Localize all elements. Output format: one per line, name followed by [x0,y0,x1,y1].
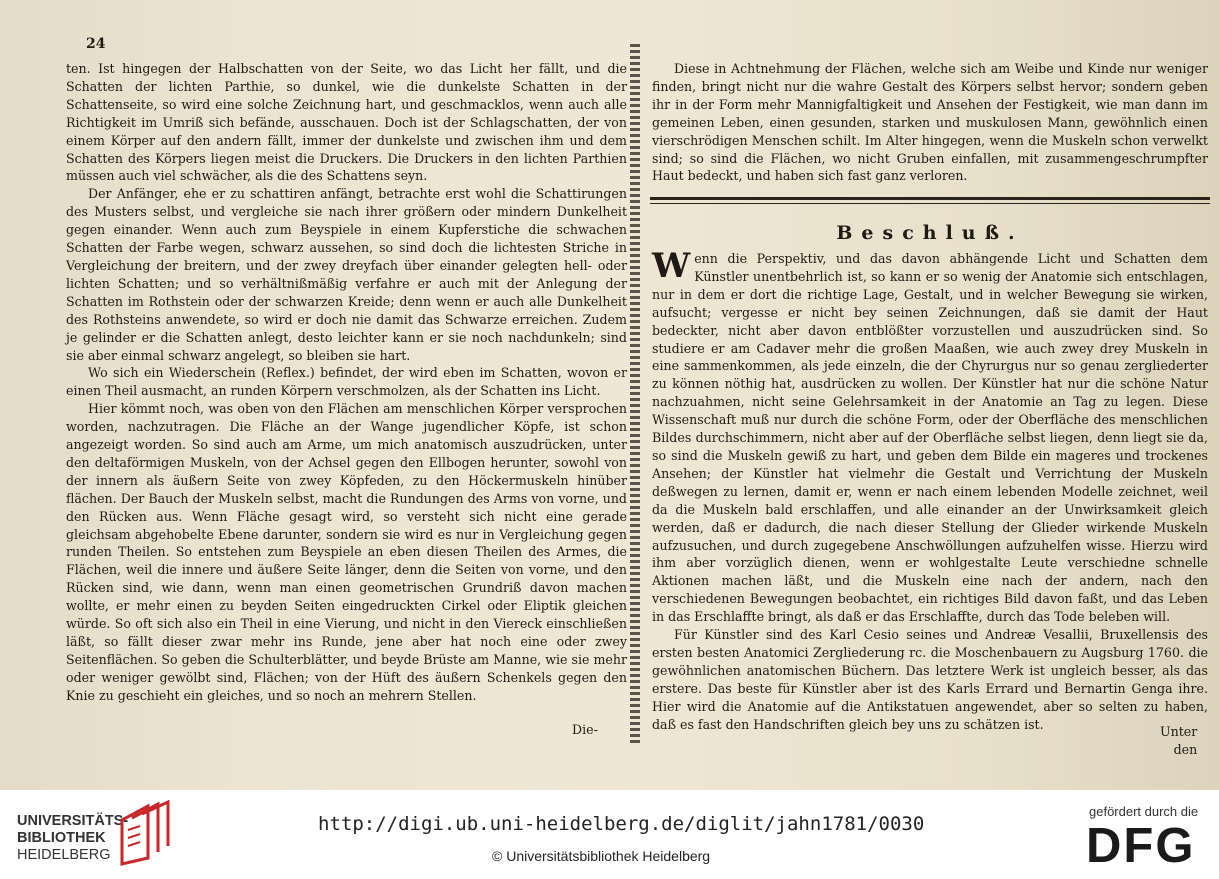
section-rule-thick [650,197,1210,200]
right-catchword [1160,723,1197,759]
left-catchword: Die- [572,722,598,737]
university-library-logo[interactable] [17,813,128,864]
left-paragraph-2: Der Anfänger, ehe er zu schattiren anfängt, betrachte erst wohl die Schattirungen des Musters selbst, und vergleiche sie nach ihrer größern oder mindern Dunkelheit gegen einander. Wenn auch zum Beyspiele in einem Kupferstiche die schwachen Schatten der Farbe wegen, schwarz aussehen, so sind doch die lichtesten Striche in Vergleichung der breitern, und der zwey dreyfach über einander gelegten hell- oder lichten Schatten; und so verhältnißmäßig verfahre er auch mit der Anlegung der Schatten im Rothstein oder der schwarzen Kreide; denn wenn er auch alle Dunkelheit des Rothsteins anwendete, so wird er doch nie damit das Schwarze erreichen. Zudem je gelinder er die Schatten anlegt, desto leichter kann er sie noch nachdunkeln; sind sie aber einmal schwarz angelegt, so bleiben sie hart. [66,186,627,363]
logo-line-3: HEIDELBERG [17,847,111,863]
library-book-icon [118,800,172,866]
section-heading: Beschluß. [836,222,1024,244]
right-bottom-paragraph-2: Für Künstler sind des Karl Cesio seines und Andreæ Vesallii, Bruxellensis des ersten besten Anatomici Zergliederung rc. die Moschenbauern zu Augsburg 1760. die gewöhnlichen anatomischen Büchern. Das letztere Werk ist ungleich besser, als das erstere. Das beste für Künstler aber ist des Karls Errard und Bernartin Genga ihre. Hier wird die Anatomie auf die Antikstatuen angewendet, aber so selten zu haben, daß es fast den Handschriften gleich bey uns zu schätzen ist. [652,627,1208,732]
right-bottom-paragraph-1 [652,246,1208,626]
left-paragraph-3: Wo sich ein Wiederschein (Reflex.) befindet, der wird eben im Schatten, wovon er einen Theil ausmacht, an runden Körpern verschmolzen, als der Schatten ins Licht. [66,365,627,399]
logo-line-2: BIBLIOTHEK [17,830,106,846]
right-bottom-text-1: enn die Perspektiv, und das davon abhängende Licht und Schatten dem Künstler unentbehrlich ist, so kann er so wenig der Anatomie sich entschlagen, nur in dem er dort die richtige Lage, Gestalt, und in welcher Bewegung sie wirken, aufsucht; vergesse er nicht bey seinen Zeichnungen, daß sie damit der Haut bedeckter, nicht aber davon entblößter vorzustellen und auszudrücken sind. So studiere er am Cadaver mehr die großen Maaßen, wie auch zwey drey Muskeln in eine sammenkommen, als jede einzeln, die der Chyrurgus nur so genau zergliederter zu können nöthig hat, ausdrücken zu wollen. Der Künstler hat nur die schöne Natur nachzuahmen, nicht seine Gelehrsamkeit in der Anatomie an Tag zu legen. Diese Wissenschaft muß nur durch die schöne Form, oder der Oberfläche des menschlichen Bildes durchschimmern, nicht aber auf der Oberfläche selbst liegen, denn liegt sie da, so sind die Muskeln gewiß zu hart, und geben dem Bilde ein mageres und trockenes Ansehen; der Künstler hat vielmehr die Gestalt und Verrichtung der Muskeln deßwegen zu lernen, damit er, wenn er nach einem lebenden Modelle zeichnet, weil da die Muskeln bald erschlaffen, und alle einander an der Unwirksamkeit gleich werden, daß er dadurch, die nach dieser Stellung der Glieder wirkende Muskeln aufzusuchen, und durch zugegebene Anschwöllungen aufzuhelfen wisse. Hierzu wird ihm aber vorzüglich dienen, wenn er wohlgestalte Leute verschiedne schnelle Aktionen machen läßt, und die Muskeln eine nach der andern, nach den verschiedenen Bewegungen beobachtet, ein richtiges Bild davon faßt, und das Leben in das Erschlaffte bringt, als daß er das Erschlaffte, durch das Tode beleben will. [652,251,1208,625]
funding-label: gefördert durch die [1089,804,1199,819]
logo-line-1: UNIVERSITÄTS- [17,813,129,829]
right-top-column [652,60,1208,185]
section-rule-thin [650,203,1210,204]
right-top-paragraph: Diese in Achtnehmung der Flächen, welche sich am Weibe und Kinde nur weniger finden, bringt nicht nur die wahre Gestalt des Körpers selbst hervor; sondern geben ihr in der Form mehr Mannigfaltigkeit und Ansehen der Festigkeit, wie man dann im gemeinen Leben, einen gesunden, starken und muskulosen Mann, gewöhnlich einen vierschrödigen Menschen schilt. Im Alter hingegen, wenn die Muskeln schon verwelkt sind; so sind die Flächen, wo nicht Gruben einfallen, mit zusammengeschrumpfter Haut bedeckt, und haben sich fast ganz verloren. [652,61,1208,184]
permalink-url[interactable]: http://digi.ub.uni-heidelberg.de/diglit/jahn1781/0030 [318,813,925,835]
left-column [66,60,627,705]
right-catchword-line-1: Unter [1160,724,1198,739]
right-bottom-column [652,246,1208,733]
left-paragraph-4: Hier kömmt noch, was oben von den Flächen am menschlichen Körper versprochen worden, nachzutragen. Die Fläche an der Wange jugendlicher Köpfe, ist schon angezeigt worden. So sind auch am Arme, um mich anatomisch auszudrücken, unter den deltaförmigen Muskeln, von der Achsel gegen den Ellbogen herunter, sowohl von der innern als äußern Seite von zwey Köpfeden, zu den Höckermuskeln hinüber flächen. Der Bauch der Muskeln selbst, macht die Rundungen des Arms von vorne, und den Rücken aus. Wenn Fläche gesagt wird, so versteht sich nicht eine gerade gleichsam abgehobelte Ebene darunter, sondern sie wird es nur in Vergleichung gegen runden Theilen. So entstehen zum Beyspiele an eben diesen Theilen des Armes, die Flächen, weil die innere und äußere Seite länger, denn die Seiten von vorne, und den Rücken sind, wie dann, wenn man einen geometrischen Grundriß davon machen wollte, er mehr einen zu beyden Seiten eingedruckten Cirkel oder Eliptik gleichen würde. So oft sich also ein Theil in eine Vierung, und nicht in den Viereck einschließen läßt, so fällt dieser zwar mehr ins Runde, jene aber hat noch eine oder zwey Seitenflächen. So geben die Schulterblätter, und beyde Brüste am Manne, wie sie mehr oder weniger gewölbt sind, Flächen; von der Hüft des äußern Schenkels gegen den Knie zu geschieht ein gleiches, und so noch an mehrern Stellen. [66,401,627,703]
drop-cap: W [652,246,691,286]
dfg-logo[interactable]: DFG [1086,819,1196,873]
column-divider [630,44,640,744]
copyright-notice: © Universitätsbibliothek Heidelberg [492,848,711,864]
right-catchword-line-2: den [1173,741,1198,757]
page-number: 24 [86,36,106,52]
left-paragraph-1: ten. Ist hingegen der Halbschatten von der Seite, wo das Licht her fällt, und die Schatten der lichten Parthie, so dunkel, wie die dunkelste Schatten in der Schattenseite, so wird eine solche Zeichnung hart, und geschmacklos, wenn auch alle Richtigkeit im Umriß sich befände, ausschauen. Doch ist der Schlagschatten, der von einem Körper auf den andern fällt, immer der dunkelste und zwischen ihm und dem Schatten des Körpers liegen meist die Druckers. Die Druckers in den lichten Parthien müssen auch viel schwächer, als die des Schattens seyn. [66,61,627,184]
